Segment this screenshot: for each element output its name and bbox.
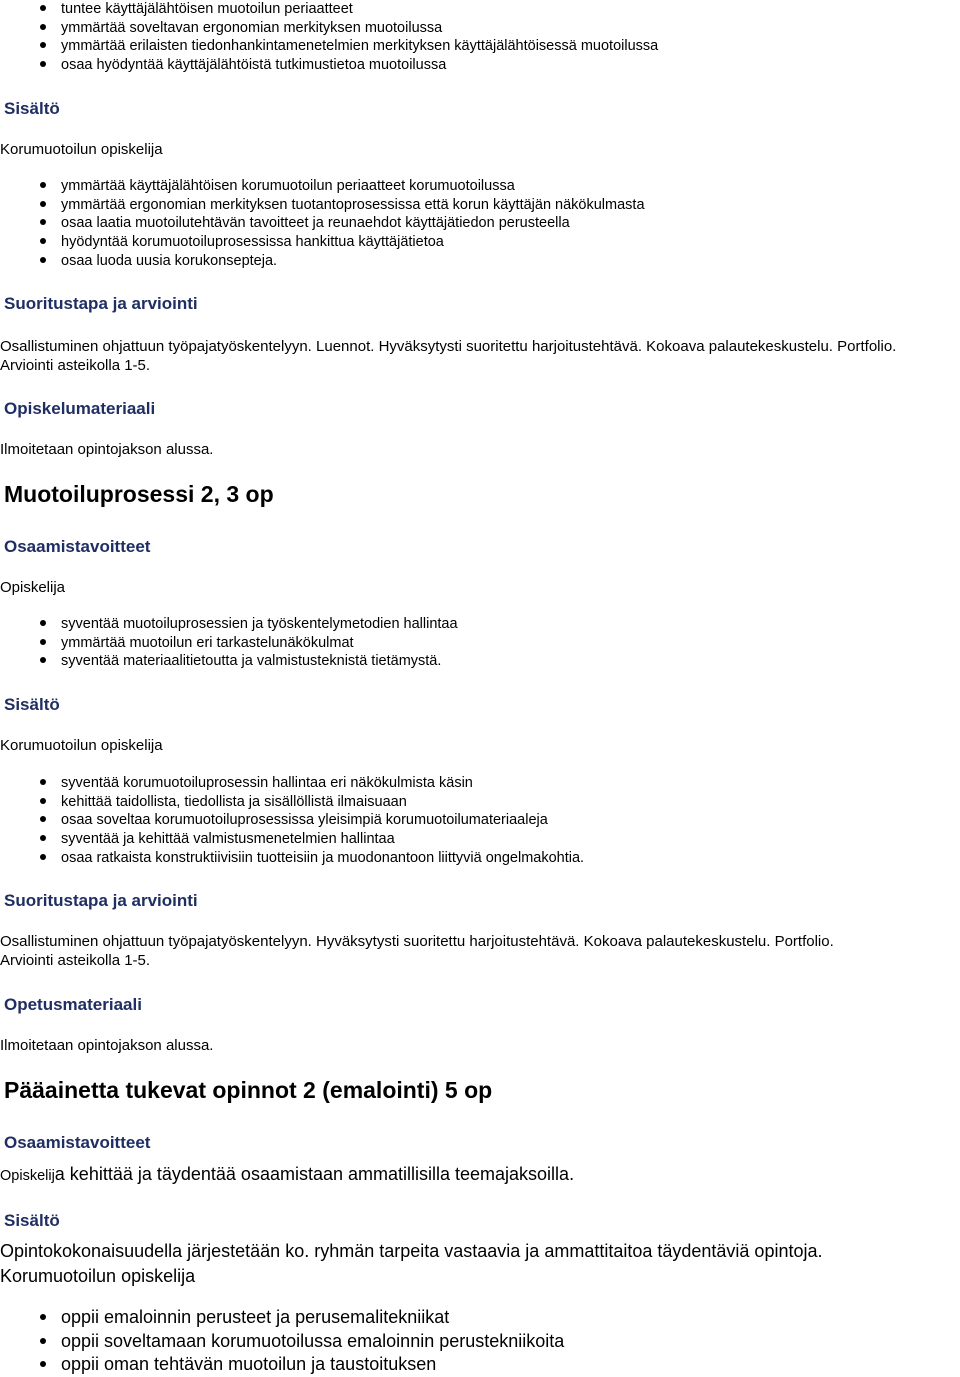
list-item: osaa laatia muotoilutehtävän tavoitteet ja reunaehdot käyttäjätiedon perusteella — [0, 214, 645, 233]
list-item: osaa hyödyntää käyttäjälähtöistä tutkimustietoa muotoilussa — [0, 56, 658, 75]
arviointi-text: Arviointi asteikolla 1-5. — [0, 357, 151, 374]
suoritustapa-text: Osallistuminen ohjattuun työpajatyöskentelyyn. Hyväksytysti suoritettu harjoitustehtävä. Kokoava palautekeskustelu. Portfolio. — [0, 933, 834, 950]
list-item: syventää korumuotoiluprosessin hallintaa eri näkökulmista käsin — [0, 774, 584, 793]
sisalto-list — [0, 177, 645, 270]
sisalto-heading: Sisältö — [4, 99, 60, 118]
materiaali-heading: Opiskelumateriaali — [4, 399, 156, 418]
list-item: syventää muotoiluprosessien ja työskentelymetodien hallintaa — [0, 615, 458, 634]
list-item: ymmärtää ergonomian merkityksen tuotantoprosessissa että korun käyttäjän näkökulmasta — [0, 196, 645, 215]
list-item: kehittää taidollista, tiedollista ja sisällöllistä ilmaisuaan — [0, 793, 584, 812]
list-item: osaa ratkaista konstruktiivisiin tuotteisiin ja muodonantoon liittyviä ongelmakohtia. — [0, 849, 584, 868]
materiaali-heading: Opetusmateriaali — [4, 995, 142, 1014]
list-item: ymmärtää erilaisten tiedonhankintamenetelmien merkityksen käyttäjälähtöisessä muotoilussa — [0, 37, 658, 56]
sisalto-list — [0, 1306, 564, 1377]
suoritustapa-text: Osallistuminen ohjattuun työpajatyöskentelyyn. Luennot. Hyväksytysti suoritettu harjoitustehtävä. Kokoava palautekeskustelu. Portfolio. — [0, 338, 897, 355]
sisalto-intro: Korumuotoilun opiskelija — [0, 737, 163, 754]
sisalto-heading: Sisältö — [4, 1211, 60, 1230]
materiaali-text: Ilmoitetaan opintojakson alussa. — [0, 441, 214, 458]
osaamistavoitteet-heading: Osaamistavoitteet — [4, 1133, 151, 1152]
course-title: Muotoiluprosessi 2, 3 op — [4, 481, 274, 507]
osaamistavoitteet-list — [0, 615, 458, 671]
course-title: Pääainetta tukevat opinnot 2 (emalointi) 5 op — [4, 1077, 493, 1103]
osaamistavoitteet-text — [0, 1164, 574, 1185]
arviointi-text: Arviointi asteikolla 1-5. — [0, 952, 151, 969]
list-item: ymmärtää muotoilun eri tarkastelunäkökulmat — [0, 634, 458, 653]
list-item: syventää ja kehittää valmistusmenetelmien hallintaa — [0, 830, 584, 849]
list-item: ymmärtää käyttäjälähtöisen korumuotoilun periaatteet korumuotoilussa — [0, 177, 645, 196]
sisalto-text: Opintokokonaisuudella järjestetään ko. ryhmän tarpeita vastaavia ja ammattitaitoa täydentäviä opintoja. — [0, 1241, 823, 1261]
materiaali-text: Ilmoitetaan opintojakson alussa. — [0, 1037, 214, 1054]
list-item: syventää materiaalitietoutta ja valmistusteknistä tietämystä. — [0, 652, 458, 671]
objectives-list — [0, 0, 658, 75]
suoritustapa-heading: Suoritustapa ja arviointi — [4, 891, 198, 910]
list-item: ymmärtää soveltavan ergonomian merkityksen muotoilussa — [0, 19, 658, 38]
osaamistavoitteet-heading: Osaamistavoitteet — [4, 537, 151, 556]
list-item: hyödyntää korumuotoiluprosessissa hankittua käyttäjätietoa — [0, 233, 645, 252]
sisalto-heading: Sisältö — [4, 695, 60, 714]
sisalto-intro: Korumuotoilun opiskelija — [0, 141, 163, 158]
list-item: oppii oman tehtävän muotoilun ja taustoituksen — [0, 1353, 564, 1377]
sisalto-intro: Korumuotoilun opiskelija — [0, 1266, 196, 1286]
osaamistavoitteet-rest: a kehittää ja täydentää osaamistaan ammatillisilla teemajaksoilla. — [54, 1164, 575, 1184]
list-item: oppii soveltamaan korumuotoilussa emaloinnin perustekniikoita — [0, 1330, 564, 1354]
sisalto-list — [0, 774, 584, 867]
list-item: osaa soveltaa korumuotoiluprosessissa yleisimpiä korumuotoilumateriaaleja — [0, 811, 584, 830]
list-item: tuntee käyttäjälähtöisen muotoilun periaatteet — [0, 0, 658, 19]
osaamistavoitteet-prefix: Opiskelij — [0, 1168, 55, 1184]
suoritustapa-heading: Suoritustapa ja arviointi — [4, 294, 198, 313]
osaamistavoitteet-intro: Opiskelija — [0, 579, 66, 596]
list-item: osaa luoda uusia korukonsepteja. — [0, 252, 645, 271]
list-item: oppii emaloinnin perusteet ja perusemalitekniikat — [0, 1306, 564, 1330]
